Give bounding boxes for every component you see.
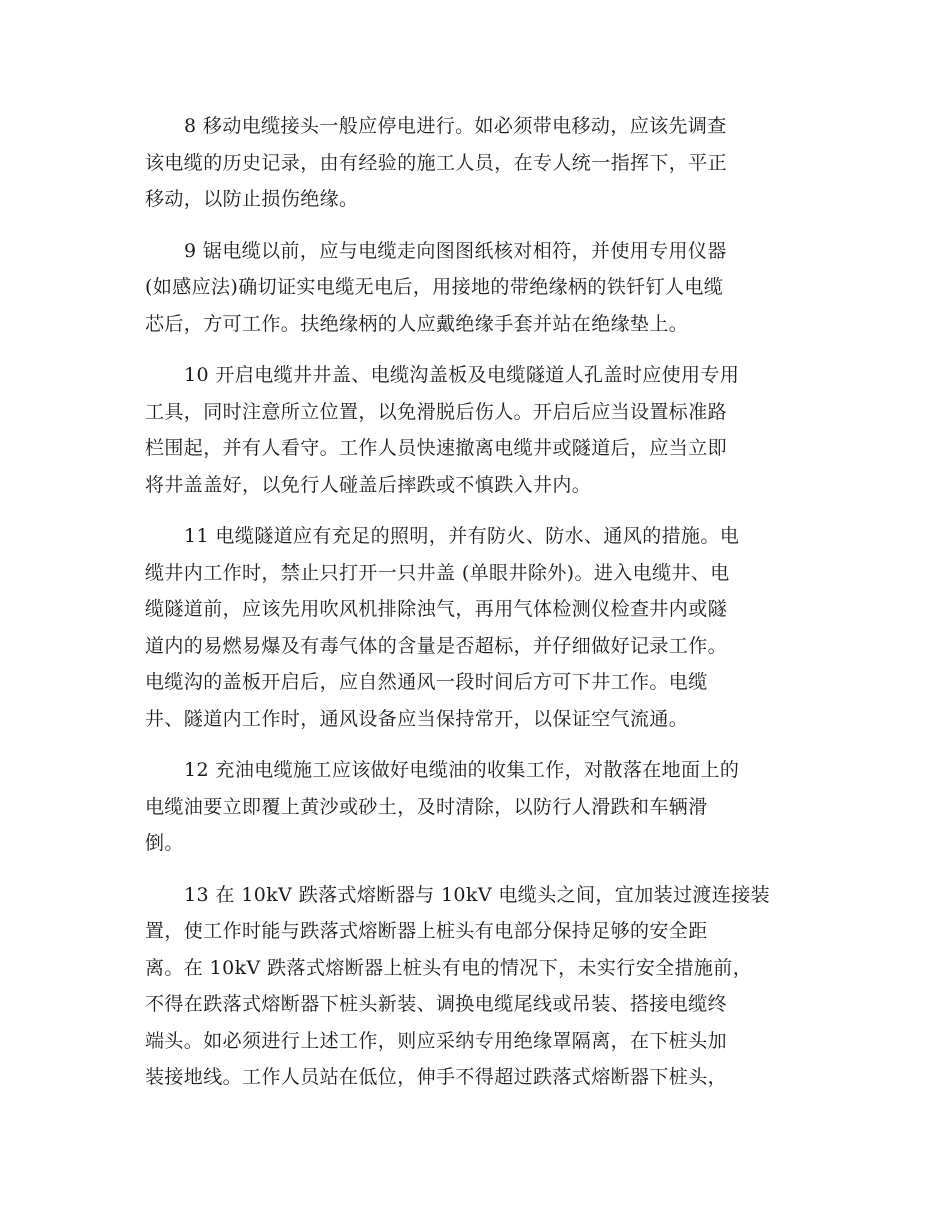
text-line: 不得在跌落式熔断器下桩头新装、调换电缆尾线或吊装、搭接电缆终 [145, 993, 728, 1015]
text-line: 该电缆的历史记录，由有经验的施工人员，在专人统一指挥下，平正 [145, 151, 728, 174]
paragraph-12 [145, 752, 805, 862]
text-line: 将井盖盖好，以免行人碰盖后摔跌或不慎跌入井内。 [145, 473, 592, 496]
text-line: 电缆沟的盖板开启后，应自然通风一段时间后方可下井工作。电缆 [145, 671, 708, 693]
text-line: 芯后，方可工作。扶绝缘柄的人应戴绝缘手套并站在绝缘垫上。 [145, 312, 689, 335]
text-line: 电缆油要立即覆上黄沙或砂土，及时清除，以防行人滑跌和车辆滑 [145, 795, 708, 818]
document-body [145, 108, 805, 1111]
text-line: 置，使工作时能与跌落式熔断器上桩头有电部分保持足够的安全距 [145, 920, 708, 942]
text-line: (如感应法)确切证实电缆无电后，用接地的带绝缘柄的铁钎钉人电缆 [145, 276, 724, 298]
text-line: 工具，同时注意所立位置，以免滑脱后伤人。开启后应当设置标准路 [145, 400, 728, 423]
text-line: 9 锯电缆以前，应与电缆走向图图纸核对相符，并使用专用仪器 [184, 239, 727, 262]
text-line: 8 移动电缆接头一般应停电进行。如必须带电移动，应该先调查 [184, 115, 727, 137]
text-line: 道内的易燃易爆及有毒气体的含量是否超标，并仔细做好记录工作。 [145, 634, 728, 657]
text-line: 离。在 10kV 跌落式熔断器上桩头有电的情况下，未实行安全措施前， [145, 956, 753, 979]
text-line: 缆隧道前，应该先用吹风机排除浊气，再用气体检测仪检查井内或隧 [145, 598, 728, 620]
text-line: 缆井内工作时，禁止只打开一只井盖 (单眼井除外)。进入电缆井、电 [145, 561, 730, 584]
text-line: 倒。 [145, 832, 184, 854]
paragraph-10 [145, 357, 805, 503]
paragraph-9 [145, 233, 805, 343]
text-line: 13 在 10kV 跌落式熔断器与 10kV 电缆头之间，宜加装过渡连接装 [184, 883, 770, 906]
text-line: 井、隧道内工作时，通风设备应当保持常开，以保证空气流通。 [145, 707, 689, 730]
text-line: 12 充油电缆施工应该做好电缆油的收集工作，对散落在地面上的 [184, 759, 740, 781]
paragraph-13 [145, 877, 805, 1096]
text-line: 端头。如必须进行上述工作，则应采纳专用绝缘罩隔离，在下桩头加 [145, 1029, 728, 1052]
text-line: 栏围起，并有人看守。工作人员快速撤离电缆井或隧道后，应当立即 [145, 437, 728, 459]
paragraph-11 [145, 518, 805, 737]
text-line: 装接地线。工作人员站在低位，伸手不得超过跌落式熔断器下桩头， [145, 1066, 728, 1088]
paragraph-8 [145, 108, 805, 218]
text-line: 11 电缆隧道应有充足的照明，并有防火、防水、通风的措施。电 [184, 525, 740, 547]
text-line: 10 开启电缆井井盖、电缆沟盖板及电缆隧道人孔盖时应使用专用 [184, 364, 740, 386]
text-line: 移动，以防止损伤绝缘。 [145, 188, 359, 210]
